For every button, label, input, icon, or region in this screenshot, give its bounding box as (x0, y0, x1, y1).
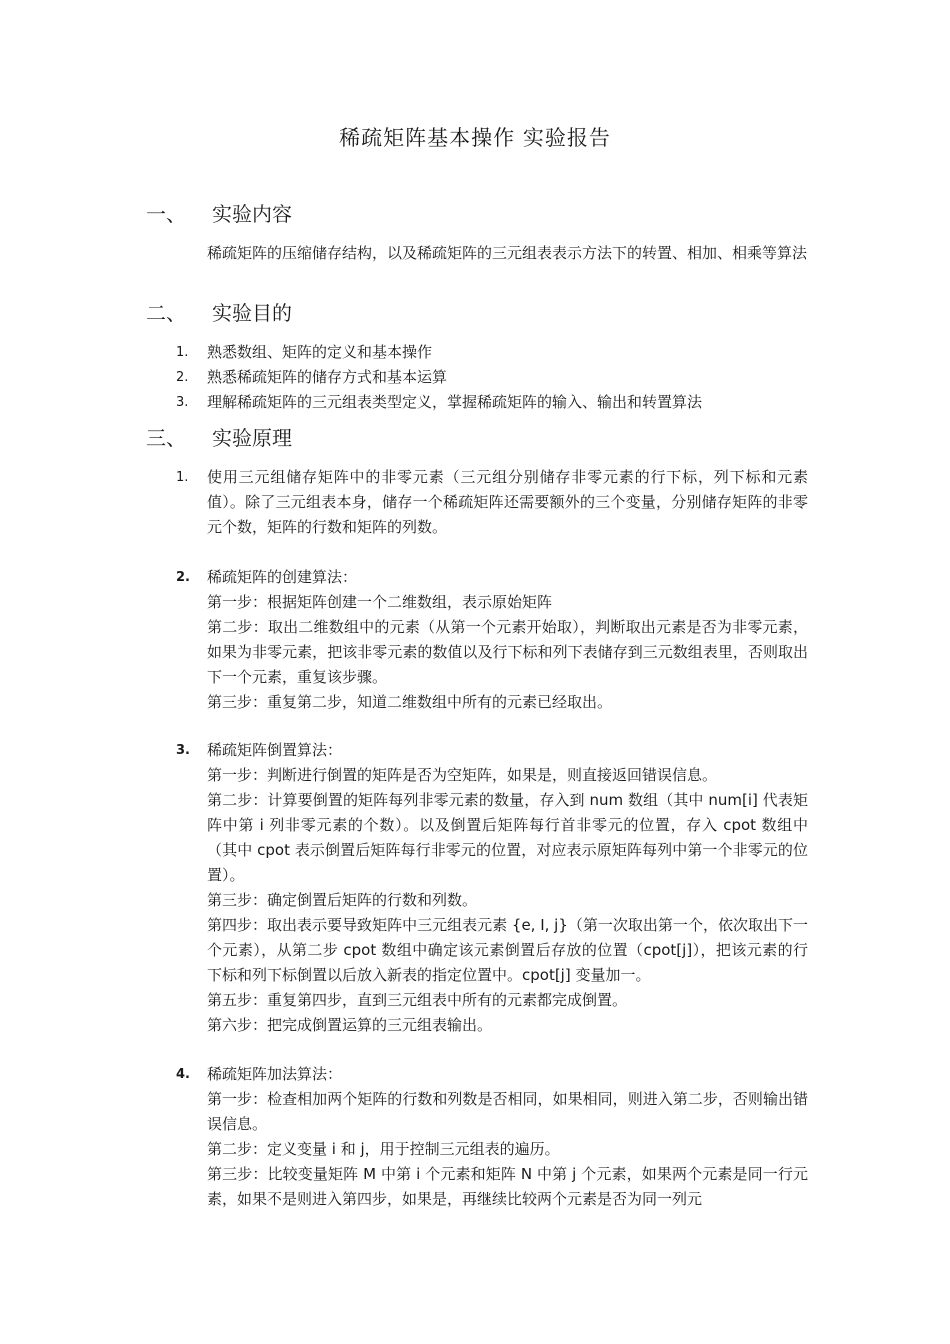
list-item (176, 340, 808, 365)
step-line: 第四步：取出表示要导致矩阵中三元组表元素 {e, I, j}（第一次取出第一个，依次取出下一个元素），从第二步 cpot 数组中确定该元素倒置后存放的位置（cpot[j]），把该元素的行下标和列下标倒置以后放入新表的指定位置中。cpot[j] 变量加一。 (207, 916, 808, 984)
list-number: 2. (176, 370, 189, 385)
step-line: 第二步：计算要倒置的矩阵每列非零元素的数量，存入到 num 数组（其中 num[i] 代表矩阵中第 i 列非零元素的个数）。以及倒置后矩阵每行首非零元的位置，存入 cpot 数组中（其中 cpot 表示倒置后矩阵每行非零元的位置，对应表示原矩阵每列中第一个非零元的位置）。 (207, 791, 808, 884)
step-line: 第三步：比较变量矩阵 M 中第 i 个元素和矩阵 N 中第 j 个元素，如果两个元素是同一行元素，如果不是则进入第四步，如果是，再继续比较两个元素是否为同一列元 (207, 1165, 808, 1208)
principle-item-3 (176, 738, 808, 1038)
section-heading-3 (146, 422, 292, 451)
list-number: 2. (176, 570, 190, 585)
principle-item-1 (176, 465, 808, 540)
list-item (176, 365, 808, 390)
page-title: 稀疏矩阵基本操作 实验报告 (339, 126, 611, 150)
list-item (176, 738, 808, 1038)
purpose-list (176, 340, 808, 415)
step-line: 第一步：检查相加两个矩阵的行数和列数是否相同，如果相同，则进入第二步，否则输出错误信息。 (207, 1090, 808, 1133)
step-line: 第二步：定义变量 i 和 j，用于控制三元组表的遍历。 (207, 1140, 560, 1158)
step-line: 第三步：重复第二步，知道二维数组中所有的元素已经取出。 (207, 693, 613, 711)
list-number: 1. (176, 345, 189, 360)
list-number: 3. (176, 395, 189, 410)
section-title: 实验内容 (212, 202, 292, 226)
section-heading-1 (146, 198, 292, 227)
step-line: 第三步：确定倒置后矩阵的行数和列数。 (207, 891, 478, 909)
list-item-text: 理解稀疏矩阵的三元组表类型定义，掌握稀疏矩阵的输入、输出和转置算法 (207, 393, 703, 411)
section-number: 二、 (146, 301, 186, 325)
list-item (176, 390, 808, 415)
list-number: 4. (176, 1067, 190, 1082)
section-number: 三、 (146, 426, 186, 450)
list-item-text: 熟悉数组、矩阵的定义和基本操作 (207, 343, 433, 361)
paragraph: 稀疏矩阵的压缩储存结构，以及稀疏矩阵的三元组表表示方法下的转置、相加、相乘等算法 (207, 244, 808, 262)
principle-item-4 (176, 1062, 808, 1212)
list-item (176, 465, 808, 540)
step-line: 第五步：重复第四步，直到三元组表中所有的元素都完成倒置。 (207, 991, 628, 1009)
list-number: 1. (176, 470, 189, 485)
principle-item-2 (176, 565, 808, 715)
step-line: 第二步：取出二维数组中的元素（从第一个元素开始取），判断取出元素是否为非零元素，如果为非零元素，把该非零元素的数值以及行下标和列下表储存到三元数组表里，否则取出下一个元素，重复该步骤。 (207, 618, 808, 686)
step-line: 第一步：判断进行倒置的矩阵是否为空矩阵，如果是，则直接返回错误信息。 (207, 766, 718, 784)
section-number: 一、 (146, 202, 186, 226)
step-line: 第一步：根据矩阵创建一个二维数组，表示原始矩阵 (207, 593, 553, 611)
section-heading-2 (146, 297, 292, 326)
list-item (176, 565, 808, 715)
list-number: 3. (176, 743, 190, 758)
section-1-body (207, 241, 808, 266)
list-item (176, 1062, 808, 1212)
step-line: 稀疏矩阵的创建算法： (207, 568, 358, 586)
step-line: 稀疏矩阵加法算法： (207, 1065, 343, 1083)
step-line: 第六步：把完成倒置运算的三元组表输出。 (207, 1016, 493, 1034)
list-item-text: 熟悉稀疏矩阵的储存方式和基本运算 (207, 368, 448, 386)
step-line: 稀疏矩阵倒置算法： (207, 741, 343, 759)
list-item-text: 使用三元组储存矩阵中的非零元素（三元组分别储存非零元素的行下标，列下标和元素值）。除了三元组表本身，储存一个稀疏矩阵还需要额外的三个变量，分别储存矩阵的非零元个数，矩阵的行数和矩阵的列数。 (207, 468, 808, 536)
section-title: 实验原理 (212, 426, 292, 450)
section-title: 实验目的 (212, 301, 292, 325)
